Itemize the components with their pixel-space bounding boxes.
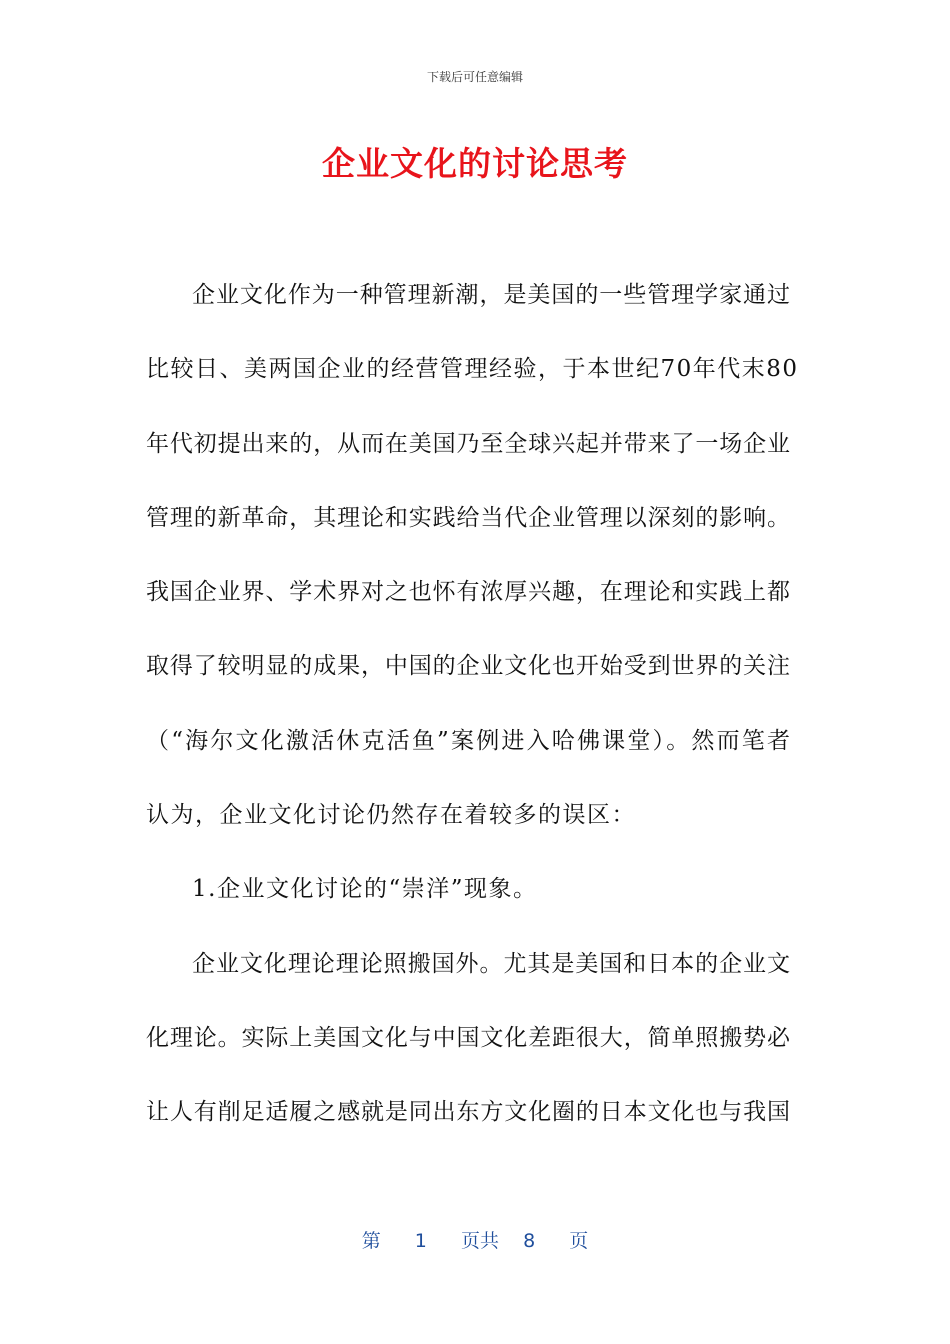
total-pages: 8 <box>523 1230 536 1252</box>
page-suffix: 页 <box>569 1230 589 1252</box>
paragraph-line: 企业文化理论理论照搬国外。尤其是美国和日本的企业文 <box>192 950 790 977</box>
paragraph-line: 认为，企业文化讨论仍然存在着较多的误区： <box>146 802 636 829</box>
paragraph-line: 管理的新革命，其理论和实践给当代企业管理以深刻的影响。 <box>146 504 790 531</box>
document-body <box>146 270 799 1162</box>
document-title: 企业文化的讨论思考 <box>322 144 628 183</box>
paragraph-line: 取得了较明显的成果，中国的企业文化也开始受到世界的关注 <box>146 653 790 680</box>
section-heading: 1.企业文化讨论的“崇洋”现象。 <box>192 876 538 903</box>
page-middle: 页共 <box>460 1230 499 1252</box>
paragraph-line: 我国企业界、学术界对之也怀有浓厚兴趣，在理论和实践上都 <box>146 579 790 606</box>
page-number: 1 <box>414 1230 427 1252</box>
page-footer <box>0 1226 950 1253</box>
paragraph-line: 年代初提出来的，从而在美国乃至全球兴起并带来了一场企业 <box>146 430 790 457</box>
page-prefix: 第 <box>361 1230 381 1252</box>
paragraph-line: 比较日、美两国企业的经营管理经验，于本世纪70年代末80 <box>146 356 799 383</box>
paragraph-line: （“海尔文化激活休克活鱼”案例进入哈佛课堂）。然而笔者 <box>146 727 790 754</box>
paragraph-line: 化理论。实际上美国文化与中国文化差距很大，简单照搬势必 <box>146 1024 790 1051</box>
paragraph-line: 企业文化作为一种管理新潮，是美国的一些管理学家通过 <box>192 282 790 308</box>
header-note: 下载后可任意编辑 <box>426 70 523 84</box>
paragraph-line: 让人有削足适履之感就是同出东方文化圈的日本文化也与我国 <box>146 1099 790 1126</box>
